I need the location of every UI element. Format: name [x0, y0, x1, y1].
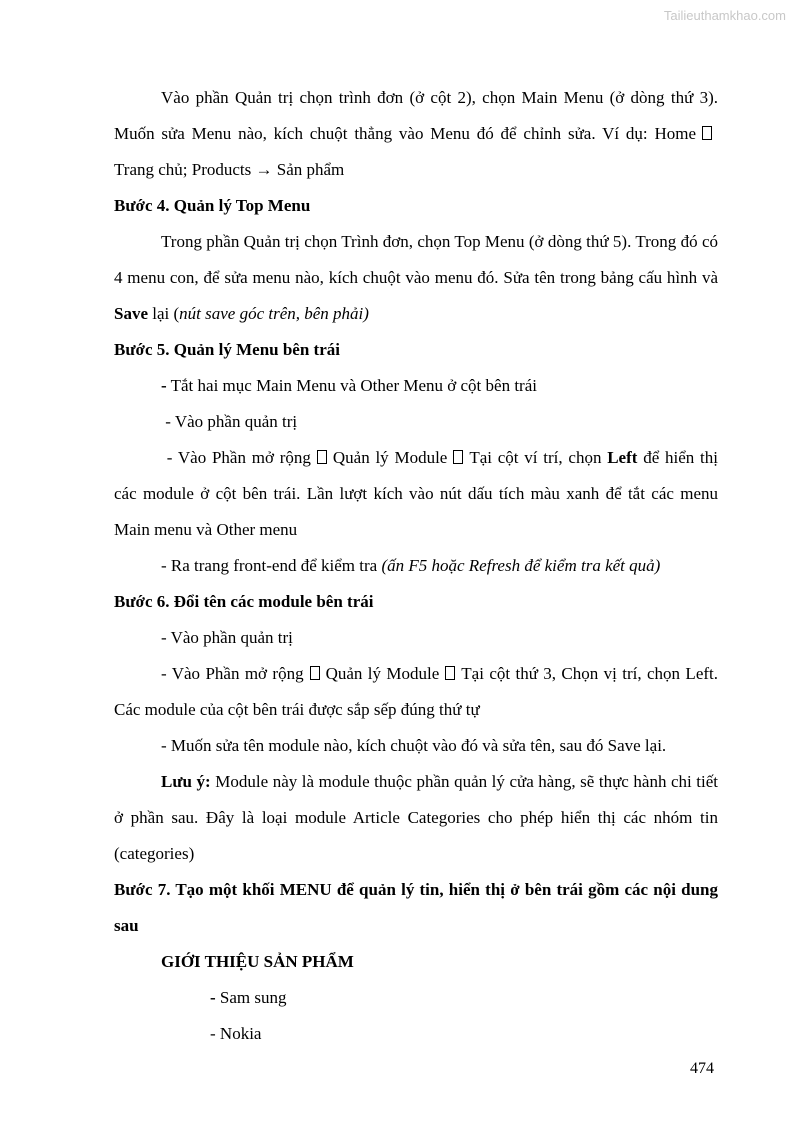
placeholder-glyph-icon [317, 450, 327, 464]
heading-step-4: Bước 4. Quản lý Top Menu [114, 196, 311, 215]
heading-step-5: Bước 5. Quản lý Menu bên trái [114, 340, 340, 359]
placeholder-glyph-icon [310, 666, 320, 680]
heading-step-7: Bước 7. Tạo một khối MENU để quản lý tin, hiển thị ở bên trái gồm các nội dung sau [114, 880, 718, 935]
page-number: 474 [690, 1060, 714, 1077]
paragraph-note: Lưu ý: Module này là module thuộc phần quản lý cửa hàng, sẽ thực hành chi tiết ở phần sau. Đây là loại module Article Categories cho phép hiển thị các nhóm tin (categories) [114, 772, 719, 863]
list-item: - Vào phần quản trị [161, 628, 293, 647]
placeholder-glyph-icon [453, 450, 463, 464]
paragraph-top-menu: Trong phần Quản trị chọn Trình đơn, chọn Top Menu (ở dòng thứ 5). Trong đó có 4 menu con, để sửa menu nào, kích chuột vào menu đó. Sửa tên trong bảng cấu hình và Save lại (nút save góc trên, bên phải) [114, 232, 718, 323]
paragraph-main-menu: Vào phần Quản trị chọn trình đơn (ở cột 2), chọn Main Menu (ở dòng thứ 3). Muốn sửa Menu nào, kích chuột thẳng vào Menu đó để chỉnh sửa. Ví dụ: HomeTrang chủ; Products → Sản phẩm [114, 88, 718, 179]
list-item: - Ra trang front-end để kiểm tra (ấn F5 hoặc Refresh để kiểm tra kết quả) [161, 556, 661, 575]
list-item: - Muốn sửa tên module nào, kích chuột vào đó và sửa tên, sau đó Save lại. [161, 736, 667, 755]
list-item: - Vào phần quản trị [165, 412, 298, 431]
right-arrow-icon: → [255, 160, 273, 179]
section-title: GIỚI THIỆU SẢN PHẨM [161, 952, 354, 971]
list-item: - Nokia [210, 1024, 262, 1043]
watermark: Tailieuthamkhao.com [663, 8, 786, 23]
placeholder-glyph-icon [702, 126, 712, 140]
list-item: - Vào Phần mở rộng Quản lý Module Tại cột ví trí, chọn Left để hiển thị các module ở cột bên trái. Lần lượt kích vào nút dấu tích màu xanh để tắt các menu Main menu và Other menu [114, 448, 718, 539]
heading-step-6: Bước 6. Đổi tên các module bên trái [114, 592, 374, 611]
list-item: - Tắt hai mục Main Menu và Other Menu ở cột bên trái [161, 376, 537, 395]
page-content [114, 80, 718, 1052]
list-item: - Vào Phần mở rộng Quản lý Module Tại cột thứ 3, Chọn vị trí, chọn Left. Các module của cột bên trái được sắp sếp đúng thứ tự [114, 664, 718, 719]
list-item: - Sam sung [210, 988, 287, 1007]
placeholder-glyph-icon [445, 666, 455, 680]
